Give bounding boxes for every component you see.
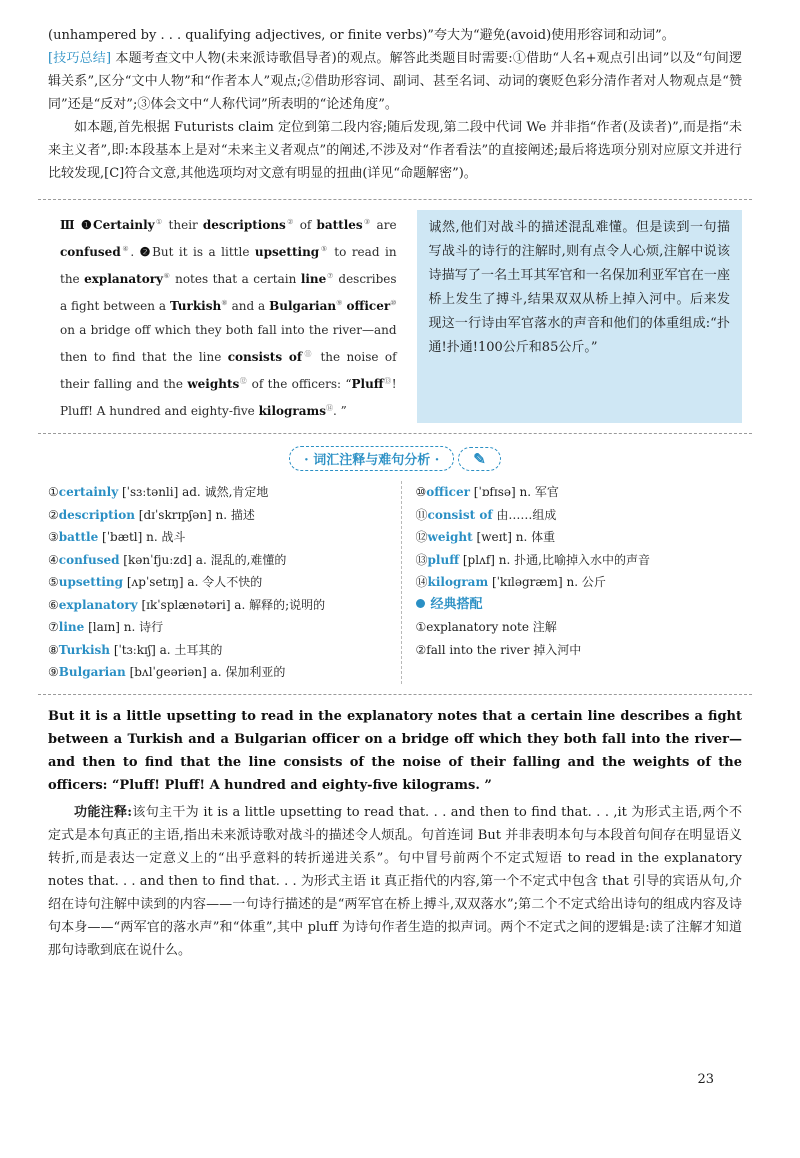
vocab-number: ③ (48, 530, 59, 544)
vocab-item (48, 639, 375, 662)
vocab-item (416, 481, 743, 504)
vocab-word: consist of (427, 507, 493, 522)
vocab-number: ⑨ (48, 665, 59, 679)
vocab-definition: [bʌlˈgeəriən] a. 保加利亚的 (125, 665, 286, 679)
vocab-word: officer (426, 485, 470, 499)
footnote-mark: ⑩ (390, 299, 397, 307)
keyword: officer (346, 299, 391, 313)
sentence-number-1: ❶ (80, 218, 94, 232)
collocation-item: ②fall into the river 掉入河中 (415, 642, 582, 657)
vocab-item (48, 571, 375, 594)
vocab-number: ⑩ (415, 485, 427, 499)
vocab-word: upsetting (58, 575, 124, 589)
vocab-column-right (401, 481, 743, 684)
keyword: Bulgarian (269, 299, 337, 313)
vocab-item (48, 481, 375, 504)
vocab-word: description (58, 507, 135, 522)
vocab-number: ⑥ (48, 597, 59, 612)
pen-icon: ✎ (458, 447, 501, 471)
keyword: Turkish (169, 299, 222, 313)
passage-block (48, 210, 742, 423)
keyword: kilograms (258, 404, 326, 418)
divider (38, 433, 752, 434)
keyword: weights (187, 377, 240, 391)
divider (38, 199, 752, 200)
vocab-definition: [ˈkɪləgræm] n. 公斤 (488, 575, 606, 589)
vocab-item (416, 526, 743, 549)
function-notes (48, 801, 742, 962)
keyword: consists of (227, 350, 302, 364)
vocab-item (48, 504, 375, 527)
vocab-number: ⑤ (48, 575, 59, 589)
sentence-number-2: ❷ (139, 245, 153, 259)
vocab-word: pluff (427, 552, 460, 567)
vocab-word: confused (58, 552, 120, 567)
vocab-item (48, 661, 375, 684)
collocation-header (416, 594, 743, 617)
tip-summary (48, 47, 742, 116)
vocab-definition: [weɪt] n. 体重 (472, 530, 556, 544)
vocab-definition: [laɪn] n. 诗行 (84, 620, 164, 634)
keyword: upsetting (254, 245, 320, 259)
vocab-word: Bulgarian (58, 665, 126, 679)
vocab-word: kilogram (427, 575, 489, 589)
tip-text: 本题考查文中人物(未来派诗歌倡导者)的观点。解答此类题目时需要:①借助“人名+观点引出词”以及“句间逻辑关系”,区分“文中人物”和“作者本人”观点;②借助形容词、副词、甚至名词、动词的褒贬色彩分清作者对人物观点是“赞同”还是“反对”;③体会文中“人称代词”所表明的“论述角度”。 (48, 51, 742, 112)
passage-english: Ⅲ ❶Certainly① their descriptions② of battles③ are confused④. ❷But it is a little upsetting⑤ to read in the explanatory⑥ notes that a certain line⑦ describes a fight between a Turkish⑧ and a Bulgarian⑨ officer⑩ on a bridge off which they both fall into the river—and then to find that the line consists of⑪ the noise of their falling and the weights⑫ of the officers: “Pluff⑬! Pluff! A hundred and eighty-five kilograms⑭. ” (60, 218, 397, 418)
vocab-number: ⑫ (415, 530, 428, 544)
page-number: 23 (697, 1072, 714, 1087)
keyword: descriptions (202, 218, 286, 232)
vocab-number: ④ (48, 552, 59, 567)
passage-translation: 诚然,他们对战斗的描述混乱难懂。但是读到一句描写战斗的诗行的注解时,则有点令人心烦,注解中说该诗描写了一名土耳其军官和一名保加利亚军官在一座桥上发生了搏斗,结果双双从桥上掉入河中。后来发现这一行诗由军官落水的声音和他们的体重组成:“扑通!扑通!100公斤和85公斤。” (417, 210, 742, 423)
difficult-sentence: But it is a little upsetting to read in the explanatory notes that a certain line describes a fight between a Turkish and a Bulgarian officer on a bridge off which they both fall into the river—and then to find that the line consists of the noise of their falling and the weights of the officers: “Pluff! Pluff! A hundred and eighty-five kilograms. ” (48, 708, 742, 793)
vocab-item (416, 504, 743, 527)
keyword: line (300, 272, 327, 286)
footnote-mark: ⑪ (301, 350, 315, 358)
vocab-item (48, 616, 375, 639)
vocab-definition: [ɪkˈsplænətəri] a. 解释的;说明的 (137, 597, 326, 612)
vocab-item (48, 526, 375, 549)
vocab-definition: [ˈtɜːkɪʃ] a. 土耳其的 (110, 642, 223, 657)
keyword: Pluff (351, 377, 384, 391)
vocab-word: Turkish (58, 642, 110, 657)
vocab-definition: [kənˈfjuːzd] a. 混乱的,难懂的 (119, 552, 287, 567)
vocab-definition: [plʌf] n. 扑通,比喻掉入水中的声音 (459, 552, 650, 567)
vocab-list (48, 481, 742, 684)
collocation-title: 经典搭配 (430, 596, 483, 612)
vocab-number: ⑧ (48, 642, 59, 657)
collocation-item: ①explanatory note 注解 (415, 620, 557, 634)
notes-label: 功能注释: (74, 804, 133, 820)
keyword: Certainly (93, 218, 155, 232)
footnote-mark: ⑭ (325, 404, 333, 412)
footnote-mark: ③ (362, 218, 372, 226)
footnote-mark: ① (154, 218, 164, 226)
keyword: confused (60, 245, 121, 259)
analysis-paragraph: 如本题,首先根据 Futurists claim 定位到第二段内容;随后发现,第二段中代词 We 并非指“作者(及读者)”,而是指“未来主义者”,即:本段基本上是对“未来主义者观点”的阐述,不涉及对“作者看法”的直接阐述;最后将选项分别对应原文并进行比较发现,[C]符合文意,其他选项均对文意有明显的扭曲(详见“命题解密”)。 (48, 120, 742, 181)
vocab-item (416, 549, 743, 572)
vocab-definition: [ˈbætl] n. 战斗 (98, 530, 186, 544)
footnote-mark: ④ (120, 245, 131, 253)
keyword: explanatory (84, 272, 163, 286)
collocation-list (416, 616, 743, 661)
vocab-right-items (416, 481, 743, 594)
footnote-mark: ⑥ (163, 272, 171, 280)
footnote-mark: ⑬ (383, 377, 392, 385)
vocab-number: ① (48, 485, 59, 499)
vocab-item (48, 549, 375, 572)
vocab-number: ⑦ (48, 620, 59, 634)
vocab-item (48, 594, 375, 617)
paragraph-mark: Ⅲ (60, 218, 76, 232)
vocab-word: line (58, 620, 85, 634)
divider (38, 694, 752, 695)
vocab-definition: 由……组成 (492, 507, 557, 522)
intro-line: (unhampered by . . . qualifying adjectives, or finite verbs)”夸大为“避免(avoid)使用形容词和动词”。 (48, 28, 675, 43)
footnote-mark: ⑨ (336, 299, 343, 307)
vocab-word: explanatory (58, 597, 138, 612)
vocab-number: ⑬ (415, 552, 428, 567)
notes-text: 该句主干为 it is a little upsetting to read that. . . and then to find that. . . ,it 为形式主语,两个不定式是本句真正的主语,指出未来派诗歌对战斗的描述令人烦乱。句首连词 But 并非表明本句与本段首句间存在明显语义转折,而是表达一定意义上的“出乎意料的转折递进关系”。句中冒号前两个不定式短语 to read in the explanatory notes that. . . and then to find that. . . 为形式主语 it 真正指代的内容,第一个不定式中包含 that 引导的宾语从句,介绍在诗句注解中读到的内容——一句诗行描述的是“两军官在桥上搏斗,双双落水”;第二个不定式给出诗句的组成内容及诗句本身——“两军官的落水声”和“体重”,其中 pluff 为诗句作者生造的拟声词。两个不定式之间的逻辑是:读了注解才知道那句诗歌到底在说什么。 (48, 804, 742, 958)
footnote-mark: ⑫ (239, 377, 248, 385)
keyword: battles (316, 218, 363, 232)
vocab-number: ⑪ (415, 507, 428, 522)
footnote-mark: ② (285, 218, 295, 226)
vocab-definition: [ʌpˈsetɪŋ] a. 令人不快的 (123, 575, 263, 589)
vocab-word: battle (58, 530, 99, 544)
bullet-icon (416, 599, 425, 608)
tip-label: [技巧总结] (48, 51, 112, 66)
vocab-definition: [dɪˈskrɪpʃən] n. 描述 (134, 507, 255, 522)
footnote-mark: ⑦ (326, 272, 334, 280)
footnote-mark: ⑤ (319, 245, 329, 253)
vocab-number: ⑭ (415, 575, 428, 589)
vocab-definition: [ˈɒfɪsə] n. 军官 (469, 485, 559, 499)
vocab-section-header (48, 446, 742, 471)
vocab-column-left (48, 481, 375, 684)
vocab-word: weight (427, 530, 473, 544)
vocab-word: certainly (58, 485, 119, 499)
vocab-section-title: · 词汇注释与难句分析 · (289, 446, 454, 471)
vocab-item (416, 571, 743, 594)
vocab-definition: [ˈsɜːtənli] ad. 诚然,肯定地 (118, 485, 269, 499)
vocab-number: ② (48, 507, 59, 522)
footnote-mark: ⑧ (221, 299, 228, 307)
